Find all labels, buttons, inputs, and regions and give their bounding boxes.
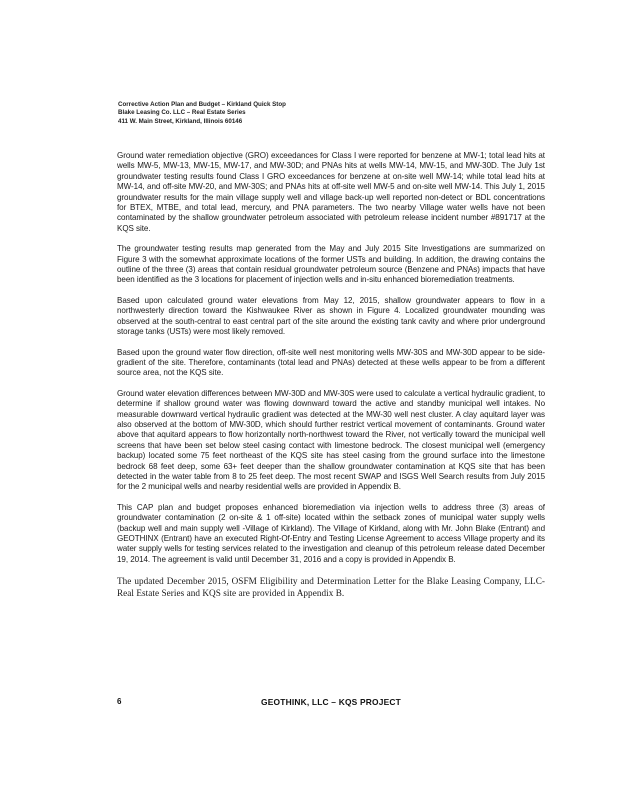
paragraph-testing-results-map: The groundwater testing results map generated from the May and July 2015 Site Investigations are summarized on Figure 3 with the somewhat approximate locations of the former USTs and building. In addition, the drawing contains the outline of the three (3) areas that contain residual groundwater petroleum source (Benzene and PNAs) impacts that have been identified as the 3 locations for placement of injection wells and in-situ enhanced bioremediation treatments. bbox=[117, 244, 545, 285]
paragraph-gro-exceedances: Ground water remediation objective (GRO) exceedances for Class I were reported for benzene at MW-1; total lead hits at wells MW-5, MW-13, MW-15, MW-17, and MW-30D; and PNAs hits at wells MW-14, MW-15, and MW-30D. The July 1st groundwater testing results found Class I GRO exceedances for benzene at on-site well MW-14; while total lead hits at MW-14, and off-site MW-20, and MW-30S; and PNAs hits at off-site well MW-5 and on-site well MW-14. This July 1, 2015 groundwater results for the main village supply well and village back-up well reported non-detect or BDL concentrations for BTEX, MTBE, and total lead, mercury, and PNA parameters. The two nearby Village water wells have not been contaminated by the shallow groundwater petroleum associated with petroleum release incident number #891717 at the KQS site. bbox=[117, 151, 545, 233]
paragraph-side-gradient-wells: Based upon the ground water flow direction, off-site well nest monitoring wells MW-30S and MW-30D appear to be side-gradient of the site. Therefore, contaminants (total lead and PNAs) detected at these wells appear to be from a different source area, not the KQS site. bbox=[117, 347, 545, 378]
page-footer bbox=[117, 697, 545, 709]
document-header bbox=[118, 101, 518, 126]
paragraph-cap-plan: This CAP plan and budget proposes enhanced bioremediation via injection wells to address three (3) areas of groundwater contamination (2 on-site & 1 off-site) located within the setback zones of municipal water supply wells (backup well and main supply well -Village of Kirkland). The Village of Kirkland, along with Mr. John Blake (Entrant) and GEOTHINX (Entrant) have an executed Right-Of-Entry and Testing License Agreement to access Village property and its water supply wells for testing services related to the investigation and cleanup of this petroleum release dated December 19, 2014. The agreement is valid until December 31, 2016 and a copy is provided in Appendix B. bbox=[117, 502, 545, 564]
header-line-project: Corrective Action Plan and Budget – Kirkland Quick Stop bbox=[118, 101, 286, 108]
header-line-address: 411 W. Main Street, Kirkland, Illinois 60146 bbox=[118, 117, 243, 125]
header-line-company: Blake Leasing Co. LLC – Real Estate Series bbox=[118, 109, 246, 117]
paragraph-vertical-gradient: Ground water elevation differences between MW-30D and MW-30S were used to calculate a vertical hydraulic gradient, to determine if shallow ground water was flowing downward toward the active and standby municipal well intakes. No measurable downward vertical hydraulic gradient was detected at the MW-30 well nest cluster. A clay aquitard layer was also observed at the bottom of MW-30D, which should further restrict vertical movement of contaminants. Ground water above that aquitard appears to flow horizontally north-northwest toward the River, not vertically toward the municipal well screens that have been set below steel casing contact with limestone bedrock. The closest municipal well (emergency backup) located some 75 feet northeast of the KQS site has steel casing from the ground surface into the limestone bedrock 68 feet deep, some 63+ feet deeper than the shallow groundwater contamination at KQS site that has been detected in the water table from 8 to 25 feet deep. The most recent SWAP and ISGS Well Search results from July 2015 for the 2 municipal wells and nearby residential wells are provided in Appendix B. bbox=[117, 388, 546, 492]
page-number: 6 bbox=[117, 697, 122, 706]
paragraph-groundwater-flow: Based upon calculated ground water elevations from May 12, 2015, shallow groundwater appears to flow in a northwesterly direction toward the Kishwaukee River as shown in Figure 4. Localized groundwater mounding was observed at the south-central to east central part of the site around the existing tank cavity and where prior underground storage tanks (USTs) were most likely removed. bbox=[117, 295, 545, 337]
paragraph-osfm-letter: The updated December 2015, OSFM Eligibility and Determination Letter for the Blake Leasing Company, LLC-Real Estate Series and KQS site are provided in Appendix B. bbox=[117, 576, 545, 599]
footer-title: GEOTHINK, LLC – KQS PROJECT bbox=[261, 697, 401, 707]
document-body bbox=[117, 151, 545, 609]
